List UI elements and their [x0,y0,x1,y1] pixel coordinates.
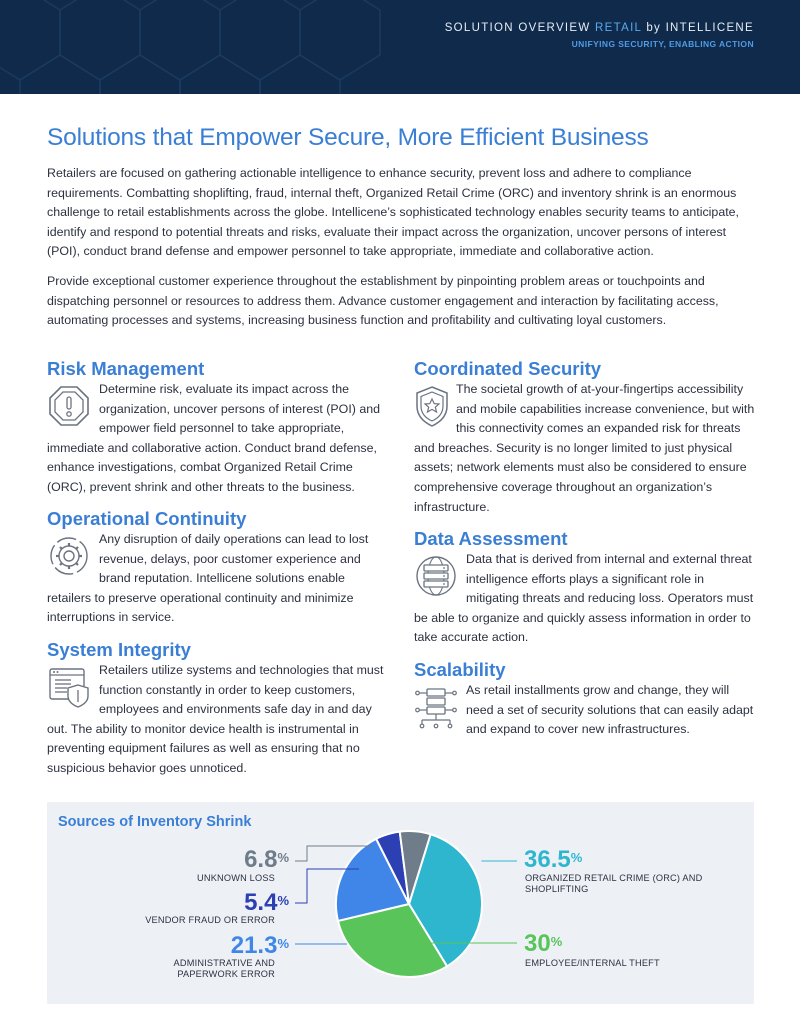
header-prefix: SOLUTION OVERVIEW [444,22,596,34]
pct-unit: % [277,936,289,951]
pct-unit: % [277,893,289,908]
section-system-integrity [47,639,392,779]
pct-unit: % [570,850,583,865]
chart-title: Sources of Inventory Shrink [58,814,252,830]
header-product-line [445,22,754,34]
section-risk-management [47,358,392,498]
section-body [47,380,392,498]
section-text: Any disruption of daily operations can lead to lost revenue, delays, poor customer experience and brand reputation. Intellicene solutions enable retailers to preserve operational continuity and minimize interruptions in service. [47,532,369,625]
label-orc: ORGANIZED RETAIL CRIME (ORC) AND SHOPLIFTING [525,873,703,894]
section-heading: Data Assessment [414,528,568,549]
section-text: As retail installments grow and change, they will need a set of security solutions that can easily adapt and expand to cover new infrastructures. [466,683,754,737]
section-data-assessment [414,528,759,648]
pct-unknown-loss [244,848,289,872]
section-body [414,681,759,740]
pct-administrative [231,934,289,958]
section-body [47,530,392,628]
intro-paragraph-1: Retailers are focused on gathering actionable intelligence to enhance security, prevent loss and adhere to compliance requirements. Combatting shoplifting, fraud, internal theft, Organized Retail Crime (ORC) and inventory shrink is an enormous challenge to retail establishments across the globe. Intellicene’s sophisticated technology enables security teams to anticipate, identify and respond to potential threats and risks, evaluate their impact across the organization, uncover persons of interest (POI), conduct brand defense and empower personnel to take appropriate, immediate and collaborative action. [47,166,739,259]
pct-unit: % [277,850,289,865]
browser-shield-icon [47,665,91,709]
section-heading: System Integrity [47,639,191,660]
section-heading: Coordinated Security [414,358,602,379]
page-header [0,0,800,94]
pct-unit: % [550,934,563,949]
value-label: 6.8 [244,846,278,873]
section-heading: Risk Management [47,358,205,379]
page-title: Solutions that Empower Secure, More Efficient Business [47,124,649,151]
section-coordinated-security [414,358,759,517]
section-heading: Scalability [414,659,506,680]
globe-server-icon [414,554,458,598]
section-heading: Operational Continuity [47,508,247,529]
section-text: The societal growth of at-your-fingertips accessibility and mobile capabilities increase convenience, but with this connectivity comes an expanded risk for threats and breaches. Security is no longer limited to just physical assets; network elements must also be considered to ensure comprehensive coverage throughout an organization’s infrastructure. [414,382,755,514]
shield-star-icon [414,384,450,428]
pct-vendor-fraud [244,891,289,915]
header-accent: RETAIL [595,22,642,34]
value-label: 21.3 [230,932,278,959]
section-body [414,550,759,648]
value-label: 36.5 [524,846,571,873]
header-suffix: by INTELLICENE [641,22,754,34]
intro-paragraph-2: Provide exceptional customer experience throughout the establishment by pinpointing problem areas or touchpoints and dispatching personnel or resources to address them. Advance customer engagement and interaction by facilitating access, automating processes and systems, increasing business function and profitability and cultivating loyal customers. [47,274,719,328]
alert-octagon-icon [47,384,91,428]
label-employee-theft: EMPLOYEE/INTERNAL THEFT [525,958,660,968]
section-scalability [414,659,759,740]
header-tagline [445,22,754,49]
label-vendor-fraud: VENDOR FRAUD OR ERROR [145,915,275,925]
section-text: Data that is derived from internal and external threat intelligence efforts plays a significant role in mitigating threats and reducing loss. Operators must be able to organize and quickly assess information in order to take accurate action. [414,552,754,645]
value-label: 5.4 [244,889,278,916]
section-text: Determine risk, evaluate its impact across the organization, uncover persons of interest (POI) and empower field personnel to take appropriate, immediate and collaborative action. Conduct brand defense, enhance investigations, combat Organized Retail Crime (ORC), prevent shrink and other threats to the business. [47,382,381,494]
pct-employee-theft [524,932,562,956]
header-slogan: UNIFYING SECURITY, ENABLING ACTION [571,39,754,49]
label-administrative: ADMINISTRATIVE AND PAPERWORK ERROR [173,958,275,979]
label-unknown-loss: UNKNOWN LOSS [197,873,275,883]
section-body [414,380,759,517]
value-label: 30 [524,930,551,957]
section-operational-continuity [47,508,392,628]
pct-orc [524,848,582,872]
inventory-shrink-chart-panel [47,802,754,1004]
gear-cycle-icon [47,534,91,578]
section-body [47,661,392,779]
server-network-icon [414,685,458,729]
section-text: Retailers utilize systems and technologies that must function constantly in order to keep customers, employees and environments safe day in and day out. The ability to monitor device health is instrumental in preventing equipment failures as well as ensuring that no suspicious behavior goes unnoticed. [47,663,384,775]
pie-chart [47,802,754,1004]
